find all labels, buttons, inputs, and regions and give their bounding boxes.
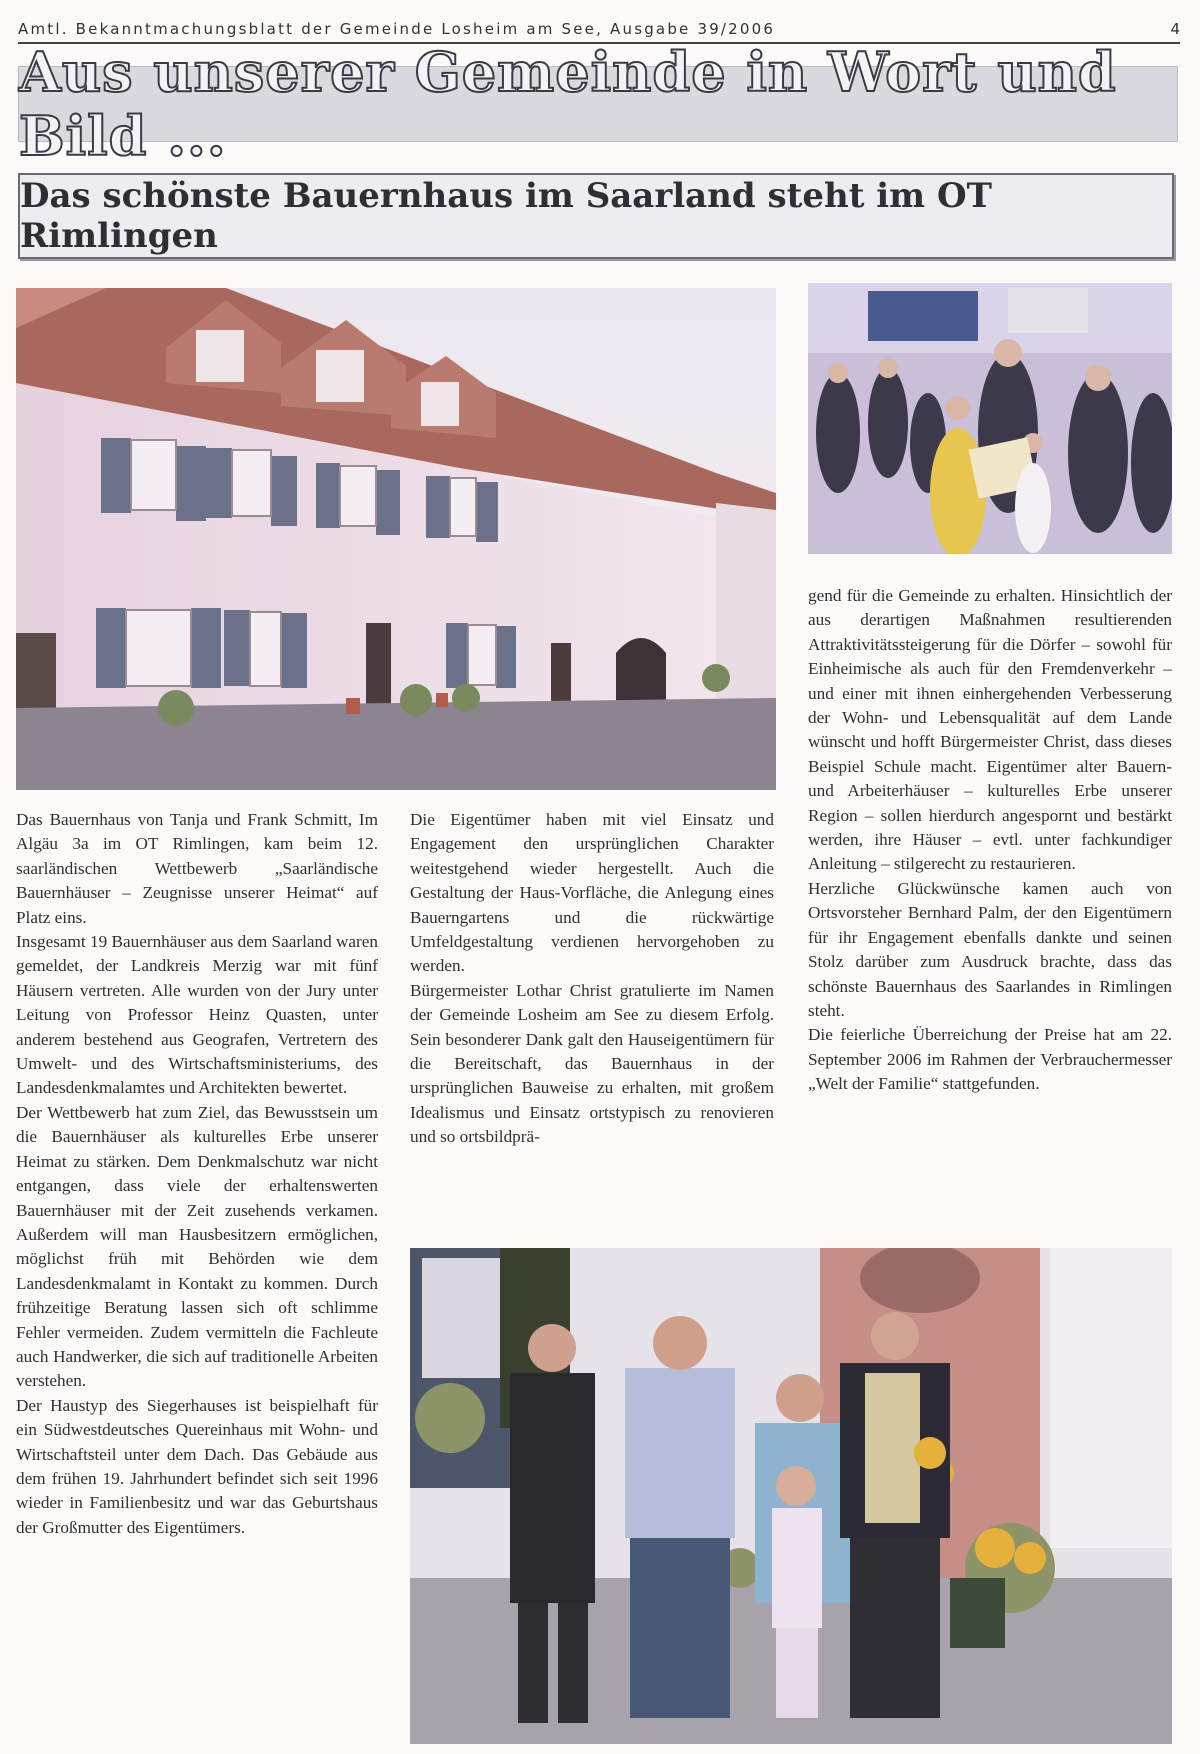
article-column-1: [16, 808, 378, 1748]
article-paragraph: Die feierliche Überreichung der Preise hat am 22. September 2006 im Rahmen der Verbrauchermesser „Welt der Familie“ stattgefunden.: [808, 1025, 1172, 1094]
article-paragraph: Herzliche Glückwünsche kamen auch von Ortsvorsteher Bernhard Palm, der den Eigentümern für ihr Engagement ebenfalls dankte und seinen Stolz darüber zum Ausdruck brachte, dass das schönste Bauernhaus des Saarlandes in Rimlingen steht.: [808, 878, 1172, 1020]
publication-title: Amtl. Bekanntmachungsblatt der Gemeinde Losheim am See, Ausgabe 39/2006: [18, 20, 776, 38]
banner-title: Aus unserer Gemeinde in Wort und Bild ...: [19, 40, 1117, 168]
article-headline: Das schönste Bauernhaus im Saarland steht im OT Rimlingen: [20, 176, 992, 256]
article-paragraph: Das Bauernhaus von Tanja und Frank Schmitt, Im Algäu 3a im OT Rimlingen, kam beim 12. saarländischen Wettbewerb „Saarländische Bauernhäuser – Zeugnisse unserer Heimat“ auf Platz eins.: [16, 810, 378, 927]
article-paragraph: Insgesamt 19 Bauernhäuser aus dem Saarland waren gemeldet, der Landkreis Merzig war mit fünf Häusern vertreten. Alle wurden von der Jury unter Leitung von Professor Heinz Quasten, unter anderem bestehend aus Geografen, Vertretern des Umwelt- und des Wirtschaftsministeriums, des Landesdenkmalamtes und Architekten bewertet.: [16, 932, 378, 1098]
article-column-3: [808, 584, 1172, 1234]
farmhouse-photo: [16, 288, 776, 790]
article-headline-box: [18, 173, 1174, 259]
page-number: 4: [1170, 20, 1180, 38]
winners-group-photo: [410, 1248, 1172, 1744]
article-paragraph: Der Haustyp des Siegerhauses ist beispielhaft für ein Südwestdeutsches Quereinhaus mit Wohn- und Wirtschaftsteil unter dem Dach. Das Gebäude aus dem frühen 19. Jahrhundert befindet sich seit 1996 wieder in Familienbesitz und war das Geburtshaus der Großmutter des Eigentümers.: [16, 1395, 378, 1537]
article-paragraph: Der Wettbewerb hat zum Ziel, das Bewusstsein um die Bauernhäuser als kulturelles Erbe unserer Heimat zu stärken. Dem Denkmalschutz war nicht entgangen, dass viele der erhaltenswerten Bauernhäuser mit der Zeit zusehends verkamen. Außerdem will man Hausbesitzern ermöglichen, möglichst früh mit Behörden wie dem Landesdenkmalamt in Kontakt zu kommen. Durch frühzeitige Beratung lassen sich oft schlimme Fehler vermeiden. Zudem vermitteln die Fachleute auch Handwerker, die sich auf traditionelle Arbeiten verstehen.: [16, 1102, 378, 1391]
article-paragraph: gend für die Gemeinde zu erhalten. Hinsichtlich der aus derartigen Maßnahmen resultierenden Attraktivitätssteigerung für die Dörfer – sowohl für Einheimische als auch für den Fremdenverkehr – und einer mit ihnen einhergehenden Verbesserung der Wohn- und Lebensqualität auf dem Lande wünscht und hofft Bürgermeister Christ, dass dieses Beispiel Schule macht. Eigentümer alter Bauern- und Arbeiterhäuser – kulturelles Erbe unserer Region – sollen hierdurch angespornt und bestärkt werden, ihre Häuser – evtl. unter fachkundiger Anleitung – stilgerecht zu restaurieren.: [808, 586, 1172, 874]
award-ceremony-photo: [808, 283, 1172, 554]
section-banner: [18, 40, 1178, 168]
article-column-2: [410, 808, 774, 1228]
article-paragraph: Die Eigentümer haben mit viel Einsatz und Engagement den ursprünglichen Charakter weitestgehend wieder hergestellt. Auch die Gestaltung der Haus-Vorfläche, die Anlegung eines Bauerngartens und die rückwärtige Umfeldgestaltung verdienen hervorgehoben zu werden.: [410, 810, 774, 976]
article-paragraph: Bürgermeister Lothar Christ gratulierte im Namen der Gemeinde Losheim am See zu diesem Erfolg. Sein besonderer Dank galt den Hauseigentümern für die Bereitschaft, das Bauernhaus in der ursprünglichen Bauweise zu erhalten, mit großem Idealismus und Einsatz ortstypisch zu renovieren und so ortsbildprä-: [410, 980, 774, 1147]
